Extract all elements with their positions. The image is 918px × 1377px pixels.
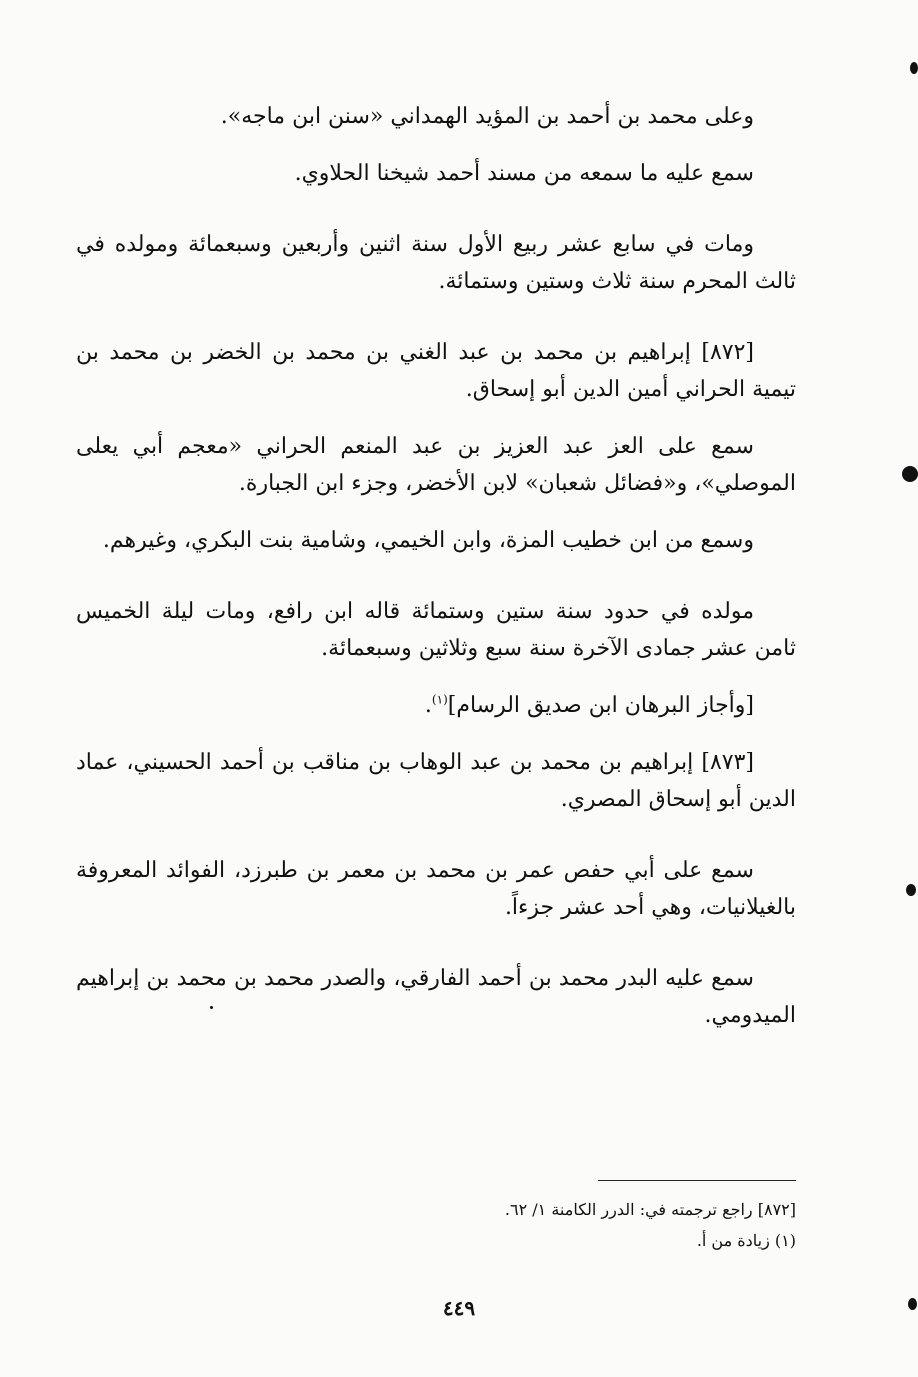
paragraph: ومات في سابع عشر ربيع الأول سنة اثنين وأربعين وسبعمائة ومولده في ثالث المحرم سنة ثلاث وستين وستمائة. (76, 232, 796, 294)
entry-heading-873: [٨٧٣] إبراهيم بن محمد بن عبد الوهاب بن مناقب بن أحمد الحسيني، عماد الدين أبو إسحاق المصري. (76, 750, 796, 812)
footnote-divider (598, 1180, 796, 1181)
entry-heading-872: [٨٧٢] إبراهيم بن محمد بن عبد الغني بن محمد بن الخضر بن محمد بن تيمية الحراني أمين الدين أبو إسحاق. (76, 340, 796, 402)
scan-speck (908, 1298, 917, 1310)
paragraph: وعلى محمد بن أحمد بن المؤيد الهمداني «سنن ابن ماجه». (220, 104, 754, 129)
paragraph: سمع عليه البدر محمد بن أحمد الفارقي، والصدر محمد بن محمد بن إبراهيم الميدومي. (76, 966, 796, 1028)
scan-speck (910, 62, 918, 74)
scan-speck (210, 1006, 213, 1009)
paragraph: مولده في حدود سنة ستين وستمائة قاله ابن رافع، ومات ليلة الخميس ثامن عشر جمادى الآخرة سنة سبع وثلاثين وسبعمائة. (76, 599, 796, 661)
paragraph-text: [وأجاز البرهان ابن صديق الرسام] (447, 693, 754, 718)
footnote: [٨٧٢] راجع ترجمته في: الدرر الكامنة ١/ ٦٢. (504, 1200, 796, 1219)
paragraph (76, 687, 796, 724)
footnote-reference: (١) (431, 692, 448, 707)
paragraph: سمع عليه ما سمعه من مسند أحمد شيخنا الحلاوي. (294, 161, 754, 186)
paragraph: سمع على أبي حفص عمر بن محمد بن معمر بن طبرزد، الفوائد المعروفة بالغيلانيات، وهي أحد عشر جزءاً. (76, 858, 796, 920)
paragraph: سمع على العز عبد العزيز بن عبد المنعم الحراني «معجم أبي يعلى الموصلي»، و«فضائل شعبان» لابن الأخضر، وجزء ابن الجبارة. (76, 434, 796, 496)
paragraph: وسمع من ابن خطيب المزة، وابن الخيمي، وشامية بنت البكري، وغيرهم. (102, 528, 754, 553)
scan-speck (902, 466, 918, 482)
paragraph-tail: . (424, 693, 432, 718)
page-number: ٤٤٩ (442, 1296, 476, 1320)
main-text (76, 98, 796, 1034)
scan-speck (906, 884, 916, 896)
footnote: (١) زيادة من أ. (696, 1231, 796, 1250)
footnotes (400, 1194, 796, 1256)
